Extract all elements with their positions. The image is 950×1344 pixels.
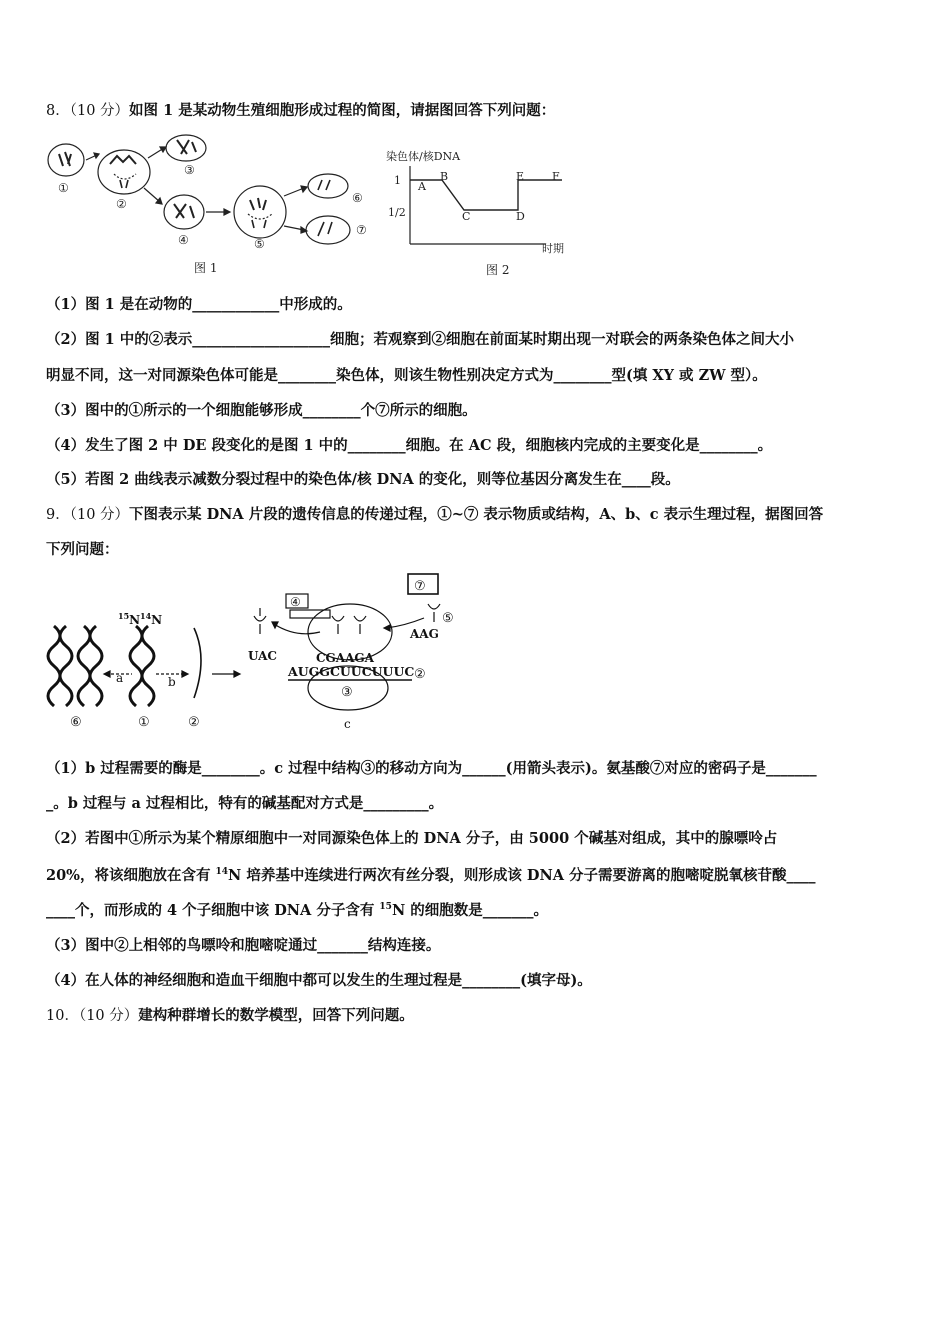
- fig9-label-3: ③: [341, 685, 353, 700]
- q8-sub2-line2: 明显不同，这一对同源染色体可能是________染色体，则该生物性别决定方式为________型(填 XY 或 ZW 型）。: [46, 367, 767, 384]
- fig1-label-2: ②: [116, 197, 127, 211]
- fig9-label-2-right: ②: [414, 667, 426, 682]
- fig1-label-1: ①: [58, 181, 69, 195]
- process-c-label: c: [344, 717, 351, 731]
- q8-sub4: （4）发生了图 2 中 DE 段变化的是图 1 中的________细胞。在 AC 段，细胞核内完成的主要变化是________。: [46, 437, 773, 454]
- fig9-label-2-left: ②: [188, 715, 200, 730]
- fig1-label-6: ⑥: [352, 191, 363, 205]
- q8-sub5: （5）若图 2 曲线表示减数分裂过程中的染色体/核 DNA 的变化，则等位基因分离发生在____段。: [46, 471, 680, 488]
- q9-sub3: （3）图中②上相邻的鸟嘌呤和胞嘧啶通过_______结构连接。: [46, 937, 441, 954]
- q9-stem-text: 下图表示某 DNA 片段的遗传信息的传递过程，①~⑦ 表示物质或结构，A、b、c 表示生理过程，据图回答: [129, 506, 824, 523]
- fig2-ytick-half: 1/2: [388, 206, 406, 219]
- q8-sub1: （1）图 1 是在动物的____________中形成的。: [46, 296, 352, 313]
- process-a-label: a: [116, 671, 124, 685]
- fig2-curve: [410, 180, 562, 210]
- q10-stem-text: 建构种群增长的数学模型，回答下列问题。: [138, 1007, 414, 1024]
- label-n14: $^{14}$N: [140, 611, 163, 627]
- cell-1-icon: [48, 144, 84, 176]
- fig9-label-7: ⑦: [414, 579, 426, 594]
- fig2-caption: 图 2: [486, 263, 510, 277]
- fig2-point-D: D: [516, 210, 525, 223]
- process-b-label: b: [168, 675, 176, 689]
- q8-number: 8．: [46, 103, 70, 119]
- mrna-sequence: AUGGCUUCUUUC: [288, 664, 415, 679]
- q8-sub2-line1: （2）图 1 中的②表示___________________细胞；若观察到②细胞在前面某时期出现一对联会的两条染色体之间大小: [46, 331, 795, 348]
- cell-5-icon: [234, 186, 286, 238]
- q8-stem-text: 如图 1 是某动物生殖细胞形成过程的简图，请据图回答下列问题：: [129, 102, 556, 119]
- fig2-ytick-1: 1: [394, 174, 401, 187]
- fig2-point-A: A: [418, 180, 426, 193]
- q9-sub2-line3-pre: ____个，而形成的 4 个子细胞中该 DNA 分子含有: [46, 902, 380, 919]
- fig9-label-4: ④: [290, 595, 301, 609]
- dna-6-strand-right: [60, 626, 72, 706]
- q9-sub2-line2-post: N 培养基中连续进行两次有丝分裂，则形成该 DNA 分子需要游离的胞嘧啶脱氧核苷酸____: [228, 867, 816, 884]
- dna-6-strand-left: [48, 626, 60, 706]
- fig1-label-5: ⑤: [254, 237, 265, 251]
- q8-figure-1: [44, 134, 384, 282]
- fig1-label-4: ④: [178, 233, 189, 247]
- trna-right: [428, 604, 440, 622]
- q10-score: （10 分）: [78, 1008, 139, 1024]
- q8-score: （10 分）: [69, 103, 130, 119]
- q9-stem-line2: 下列问题：: [46, 541, 119, 558]
- q8-sub3: （3）图中的①所示的一个细胞能够形成________个⑦所示的细胞。: [46, 402, 477, 419]
- q9-sub2-line2-sup: 14: [215, 867, 229, 878]
- fig9-label-5: ⑤: [442, 611, 454, 626]
- q8-figure-2: [386, 148, 586, 280]
- label-n15: $^{15}$N: [118, 611, 141, 627]
- fig1-caption: 图 1: [194, 261, 218, 275]
- cell-4-icon: [164, 195, 204, 229]
- q9-sub2-line3-sup: 15: [379, 902, 392, 913]
- cell-2-icon: [98, 150, 150, 194]
- q9-figure: [44, 572, 454, 732]
- fig1-label-7: ⑦: [356, 223, 367, 237]
- fig9-label-6: ⑥: [70, 715, 82, 730]
- q9-sub2-line3: [46, 901, 548, 921]
- q10-number: 10．: [46, 1008, 79, 1024]
- mrna-strand-2: [194, 628, 201, 698]
- q9-stem-line1: [46, 505, 823, 525]
- q9-sub2-line3-post: N 的细胞数是_______。: [391, 902, 549, 919]
- cell-7-icon: [306, 216, 350, 244]
- q9-number: 9．: [46, 507, 70, 523]
- q8-stem: [46, 101, 555, 121]
- anticodon-right: AAG: [410, 627, 439, 641]
- q10-stem: [46, 1006, 414, 1026]
- anticodons-mid: CGAAGA: [316, 651, 374, 665]
- dna-1-strand-left: [130, 626, 142, 706]
- fig2-point-F: F: [552, 170, 560, 183]
- fig2-point-C: C: [462, 210, 471, 223]
- anticodon-left: UAC: [248, 649, 277, 663]
- q9-score: （10 分）: [69, 507, 130, 523]
- q9-sub1-line1: （1）b 过程需要的酶是________。c 过程中结构③的移动方向为______(用箭头表示)。氨基酸⑦对应的密码子是_______: [46, 760, 817, 777]
- cell-3-icon: [166, 135, 206, 161]
- fig9-label-1: ①: [138, 715, 150, 730]
- trna-left: [254, 608, 266, 634]
- fig2-xlabel: 时期: [542, 242, 564, 255]
- dna-1-strand-right: [142, 626, 154, 706]
- q9-sub4: （4）在人体的神经细胞和造血干细胞中都可以发生的生理过程是________(填字母)。: [46, 972, 592, 989]
- fig2-point-E: E: [516, 170, 525, 183]
- fig2-point-B: B: [440, 170, 449, 183]
- q9-sub1-line2: _。b 过程与 a 过程相比，特有的碱基配对方式是_________。: [46, 795, 444, 812]
- q9-sub2-line2-pre: 20%，将该细胞放在含有: [46, 867, 216, 884]
- fig1-label-3: ③: [184, 163, 195, 177]
- q9-sub2-line1: （2）若图中①所示为某个精原细胞中一对同源染色体上的 DNA 分子，由 5000 个碱基对组成，其中的腺嘌呤占: [46, 830, 778, 847]
- fig2-ylabel: 染色体/核DNA: [386, 150, 461, 163]
- q9-sub2-line2: [46, 866, 816, 886]
